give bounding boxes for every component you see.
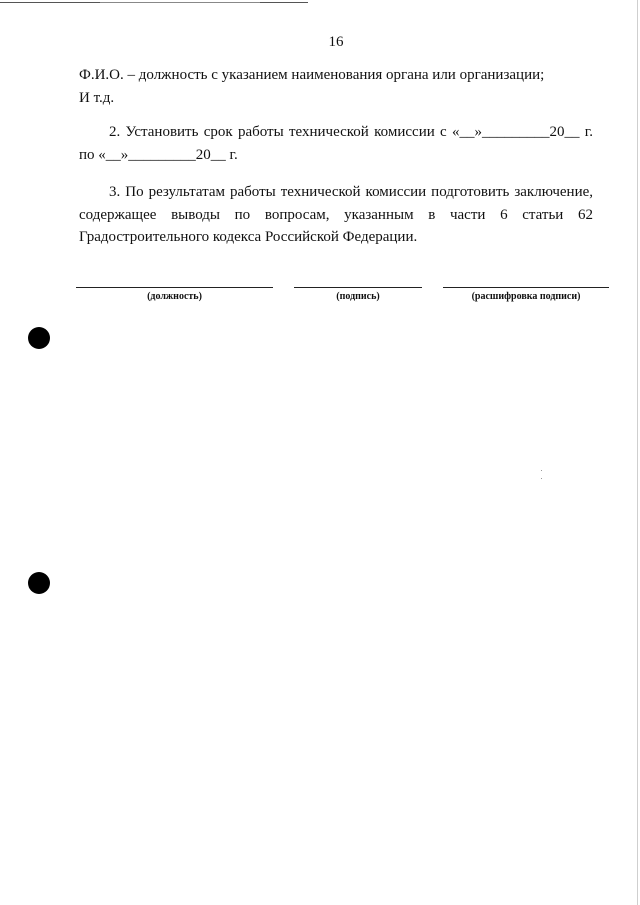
signature-decoding-field — [443, 287, 609, 302]
scan-speck — [541, 478, 542, 479]
item3-line-2: содержащее выводы по вопросам, указанным в части 6 статьи 62 — [79, 207, 593, 223]
fio-line: Ф.И.О. – должность с указанием наименования органа или организации; — [79, 67, 545, 83]
item3-line-3: Градостроительного кодекса Российской Федерации. — [79, 229, 418, 245]
item3-line-1: 3. По результатам работы технической комиссии подготовить заключение, — [109, 184, 593, 200]
scan-edge-top-shadow — [100, 2, 260, 3]
decoding-label: (расшифровка подписи) — [471, 291, 581, 302]
scan-edge-right — [637, 0, 638, 905]
page-number: 16 — [328, 34, 344, 50]
signature-rule — [294, 287, 422, 288]
signature-label: (подпись) — [336, 291, 380, 302]
punch-hole-lower — [28, 572, 50, 594]
item2-line-2: по «__»_________20__ г. — [79, 147, 238, 163]
signature-position-field — [76, 287, 273, 302]
etc-line: И т.д. — [79, 90, 115, 106]
item2-line-1: 2. Установить срок работы технической комиссии с «__»_________20__ г. — [109, 124, 593, 140]
signature-sign-field — [294, 287, 422, 302]
position-rule — [76, 287, 273, 288]
punch-hole-upper — [28, 327, 50, 349]
position-label: (должность) — [147, 291, 202, 302]
scan-speck — [541, 470, 542, 471]
decoding-rule — [443, 287, 609, 288]
